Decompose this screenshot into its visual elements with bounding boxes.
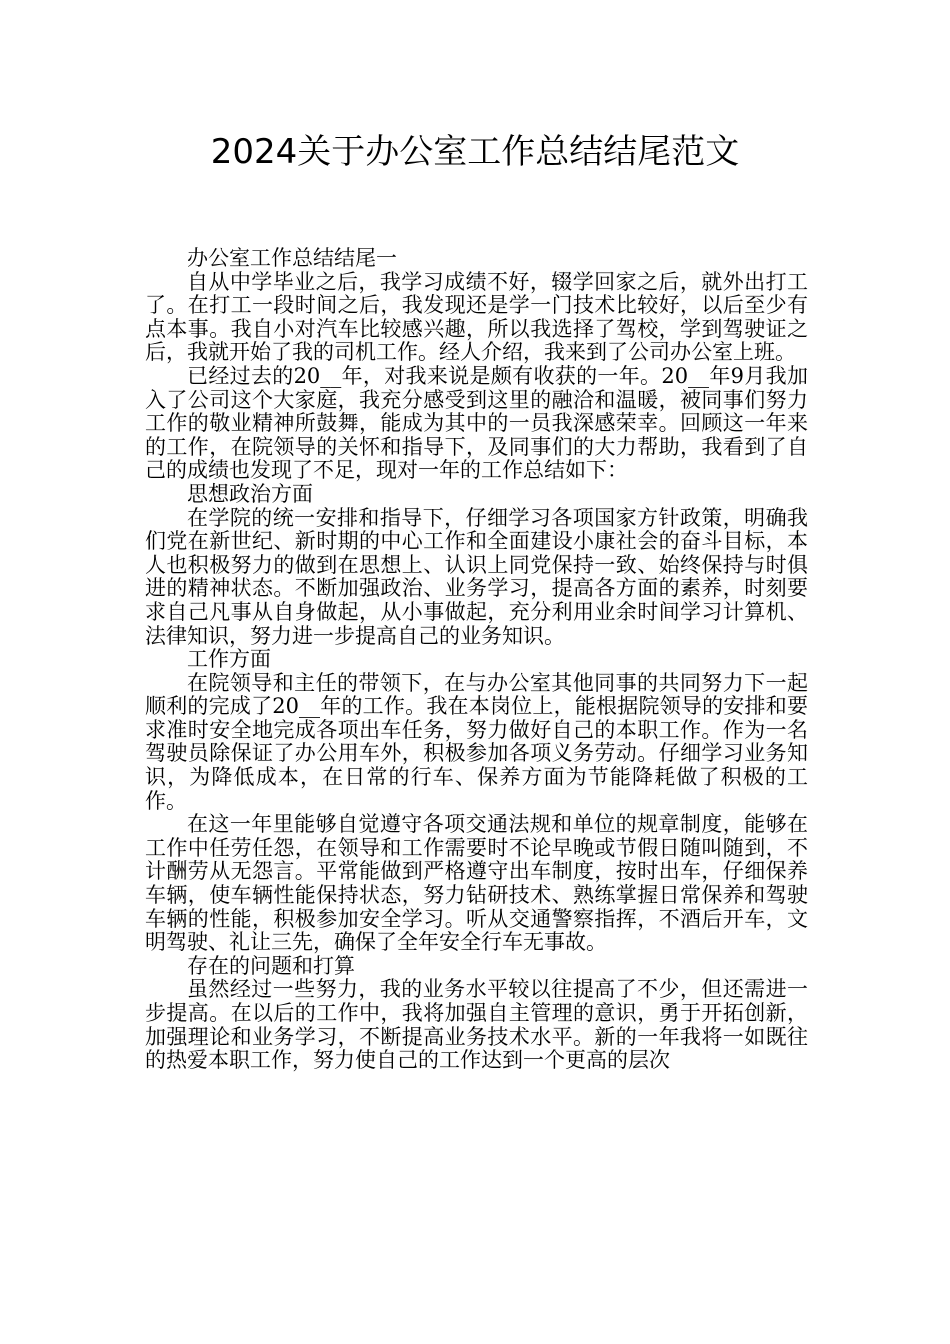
body-paragraph: 在院领导和主任的带领下，在与办公室其他同事的共同努力下一起顺利的完成了20__年的工作。我在本岗位上，能根据院领导的安排和要求准时安全地完成各项出车任务，努力做好自己的本职工作。作为一名驾驶员除保证了办公用车外，积极参加各项义务劳动。仔细学习业务知识，为降低成本，在日常的行车、保养方面为节能降耗做了积极的工作。 [145, 670, 808, 813]
section-heading: 思想政治方面 [187, 481, 313, 506]
section-heading: 工作方面 [187, 647, 271, 672]
body-paragraph: 已经过去的20__年，对我来说是颇有收获的一年。20__年9月我加入了公司这个大家庭，我充分感受到这里的融洽和温暖，被同事们努力工作的敬业精神所鼓舞，能成为其中的一员我深感荣幸。回顾这一年来的工作，在院领导的关怀和指导下，及同事们的大力帮助，我看到了自己的成绩也发现了不足，现对一年的工作总结如下： [145, 363, 808, 483]
body-paragraph: 在这一年里能够自觉遵守各项交通法规和单位的规章制度，能够在工作中任劳任怨，在领导和工作需要时不论早晚或节假日随叫随到，不计酬劳从无怨言。平常能做到严格遵守出车制度，按时出车，仔细保养车辆，使车辆性能保持状态，努力钻研技术、熟练掌握日常保养和驾驶车辆的性能，积极参加安全学习。听从交通警察指挥，不酒后开车，文明驾驶、礼让三先，确保了全年安全行车无事故。 [145, 812, 808, 955]
body-paragraph: 虽然经过一些努力，我的业务水平较以往提高了不少，但还需进一步提高。在以后的工作中，我将加强自主管理的意识，勇于开拓创新，加强理论和业务学习，不断提高业务技术水平。新的一年我将一如既往的热爱本职工作，努力使自己的工作达到一个更高的层次 [145, 977, 808, 1073]
document-title: 2024关于办公室工作总结结尾范文 [210, 132, 740, 172]
section-heading: 办公室工作总结结尾一 [187, 246, 397, 270]
body-paragraph: 自从中学毕业之后，我学习成绩不好，辍学回家之后，就外出打工了。在打工一段时间之后，我发现还是学一门技术比较好，以后至少有点本事。我自小对汽车比较感兴趣，所以我选择了驾校，学到驾驶证之后，我就开始了我的司机工作。经人介绍，我来到了公司办公室上班。 [145, 269, 808, 365]
section-heading: 存在的问题和打算 [187, 953, 355, 978]
document-body [145, 247, 808, 1073]
body-paragraph: 在学院的统一安排和指导下，仔细学习各项国家方针政策，明确我们党在新世纪、新时期的中心工作和全面建设小康社会的奋斗目标，本人也积极努力的做到在思想上、认识上同党保持一致、始终保持与时俱进的精神状态。不断加强政治、业务学习，提高各方面的素养，时刻要求自己凡事从自身做起，从小事做起，充分利用业余时间学习计算机、法律知识，努力进一步提高自己的业务知识。 [145, 505, 808, 648]
